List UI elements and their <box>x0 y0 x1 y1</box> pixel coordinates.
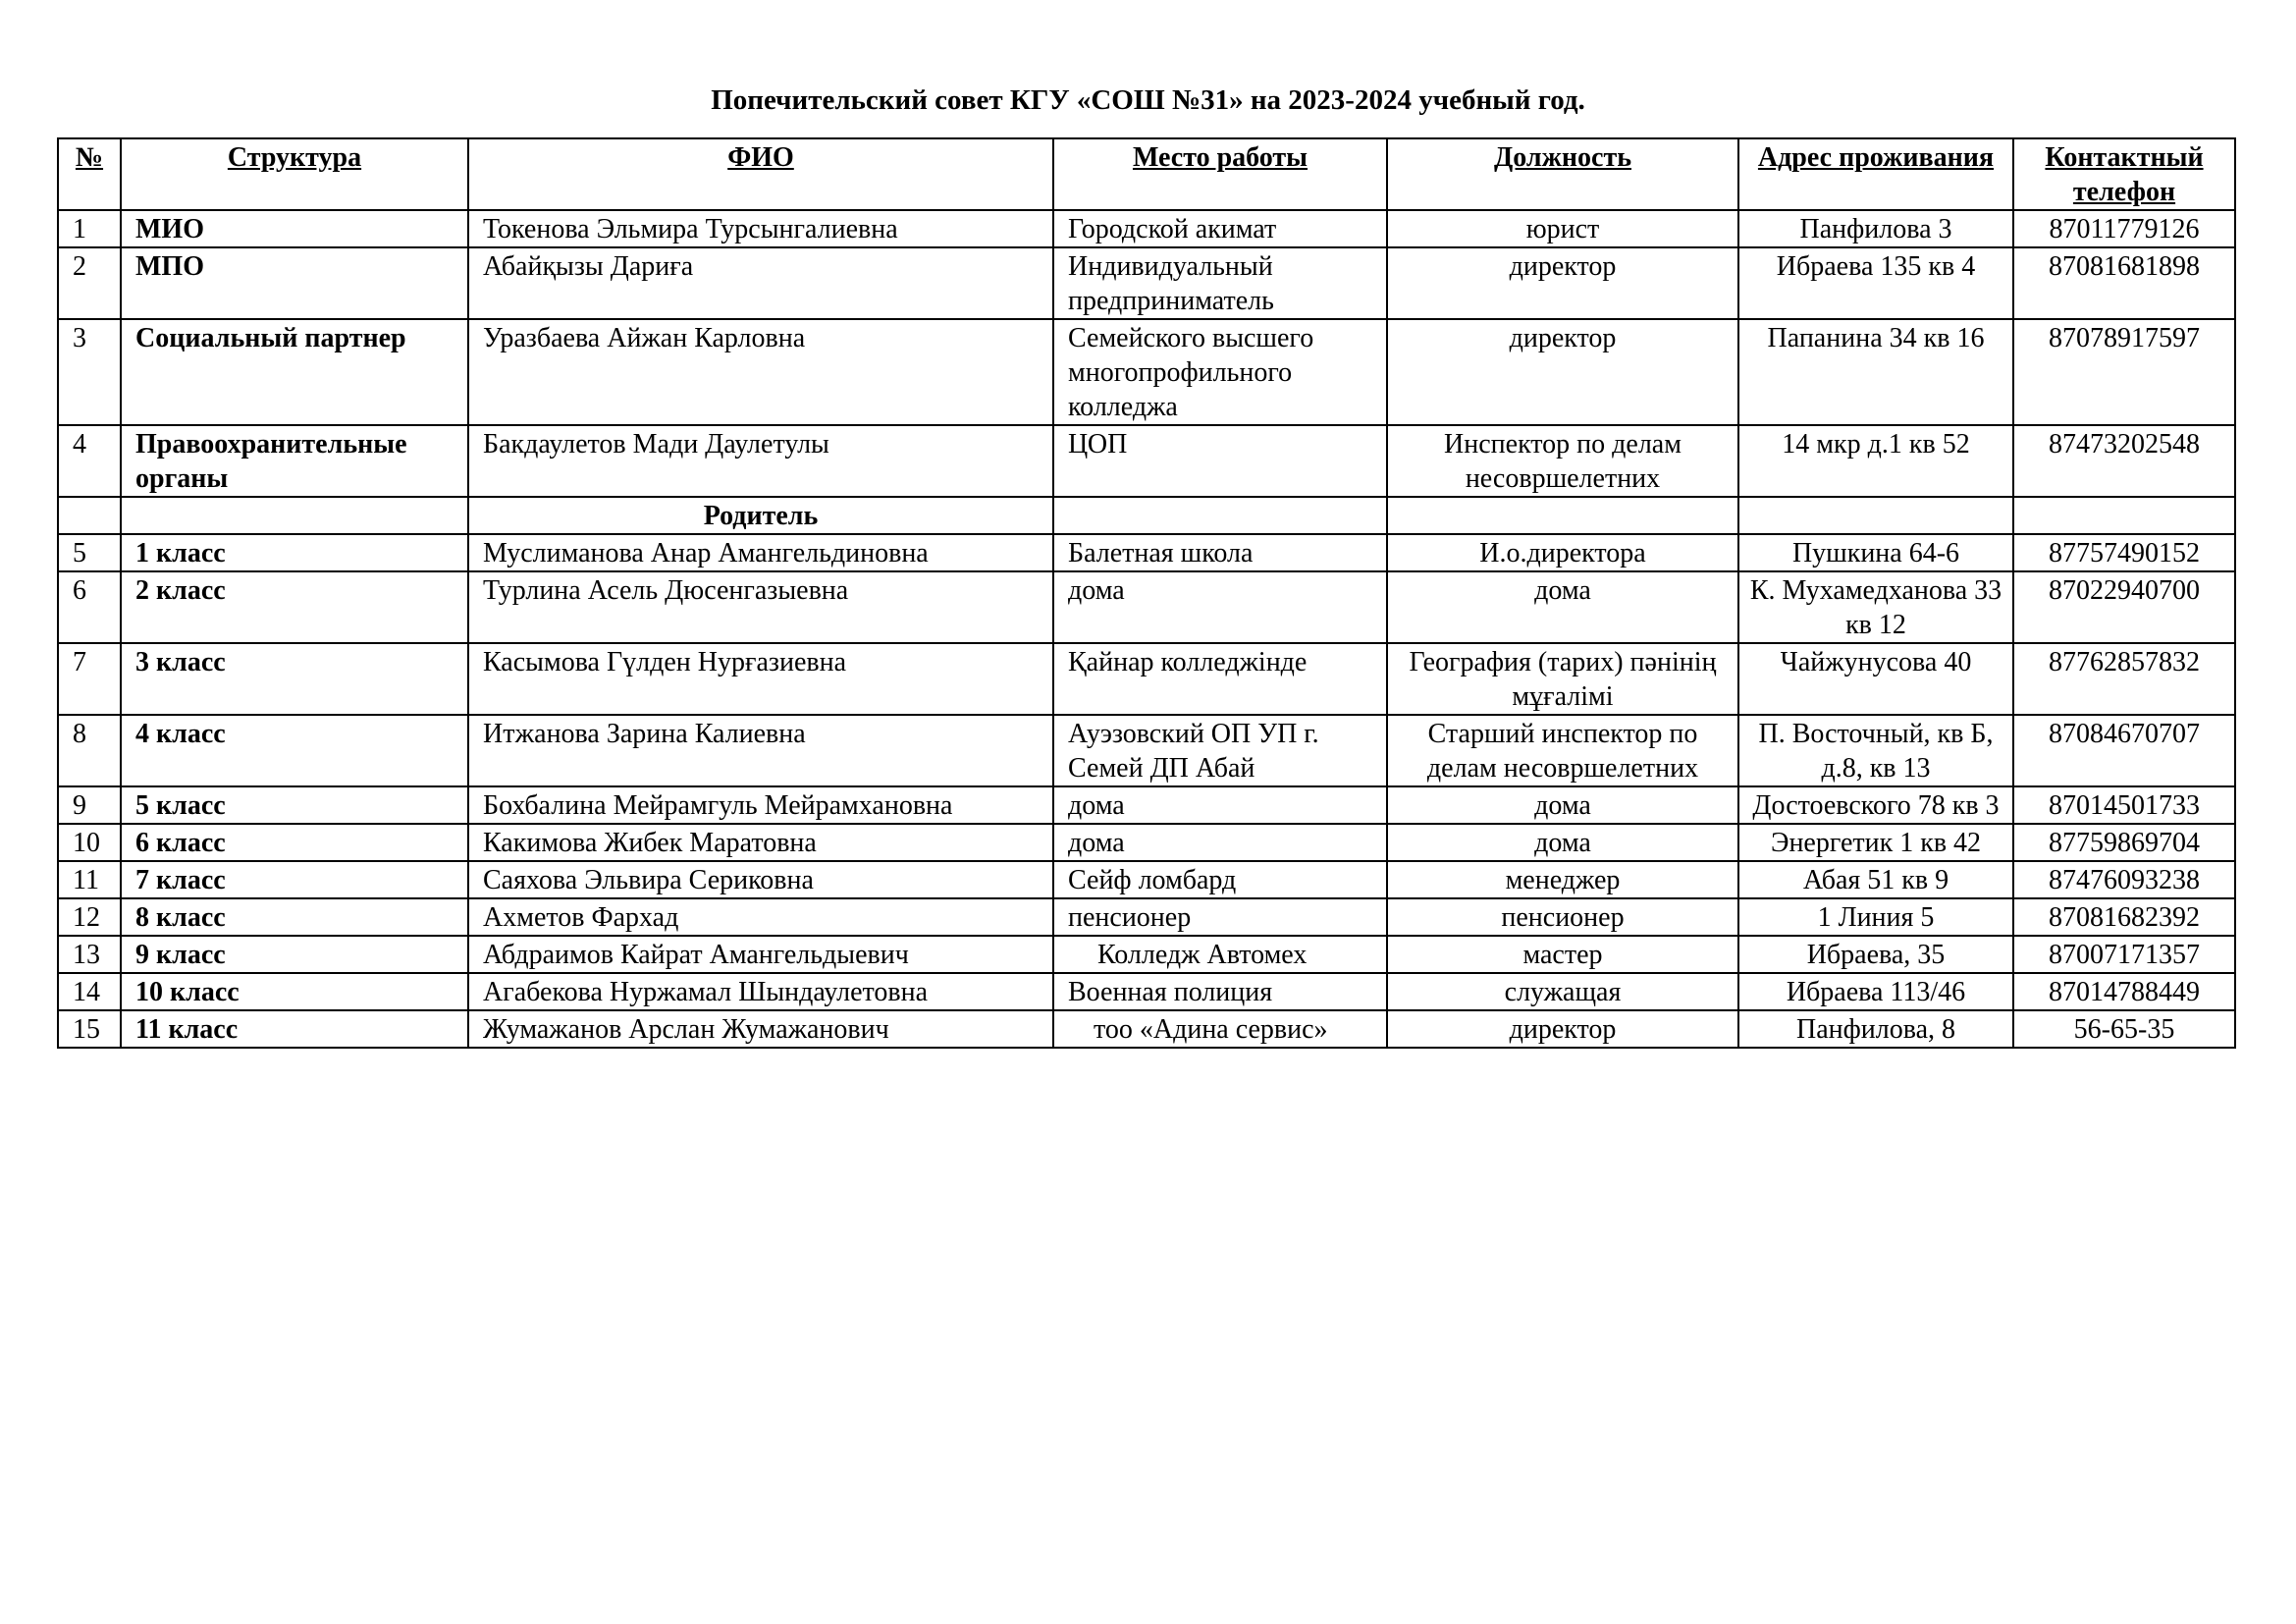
row-fio: Турлина Асель Дюсенгазыевна <box>468 571 1053 643</box>
row-position: Старший инспектор по делам несовршелетних <box>1387 715 1738 786</box>
row-phone: 87762857832 <box>2013 643 2235 715</box>
row-structure: 2 класс <box>121 571 468 643</box>
row-phone: 87473202548 <box>2013 425 2235 497</box>
row-fio: Абайқызы Дариға <box>468 247 1053 319</box>
row-address: Панфилова 3 <box>1738 210 2013 247</box>
row-structure: МИО <box>121 210 468 247</box>
row-fio: Саяхова Эльвира Сериковна <box>468 861 1053 898</box>
table-row <box>58 247 2235 319</box>
table-row <box>58 643 2235 715</box>
row-position: дома <box>1387 824 1738 861</box>
header-workplace: Место работы <box>1053 138 1387 210</box>
row-structure: Правоохранительные органы <box>121 425 468 497</box>
header-phone: Контактный телефон <box>2013 138 2235 210</box>
row-position: дома <box>1387 571 1738 643</box>
row-structure: 4 класс <box>121 715 468 786</box>
row-position: директор <box>1387 247 1738 319</box>
row-phone: 87757490152 <box>2013 534 2235 571</box>
row-structure: 9 класс <box>121 936 468 973</box>
row-number: 6 <box>58 571 121 643</box>
row-number: 11 <box>58 861 121 898</box>
row-fio: Жумажанов Арслан Жумажанович <box>468 1010 1053 1048</box>
row-position: директор <box>1387 319 1738 425</box>
row-number: 15 <box>58 1010 121 1048</box>
table-row <box>58 319 2235 425</box>
empty-cell <box>1738 497 2013 534</box>
row-number: 5 <box>58 534 121 571</box>
header-row <box>58 138 2235 210</box>
row-address: Ибраева 135 кв 4 <box>1738 247 2013 319</box>
row-workplace: Қайнар колледжінде <box>1053 643 1387 715</box>
row-number: 9 <box>58 786 121 824</box>
row-phone: 87078917597 <box>2013 319 2235 425</box>
row-address: Достоевского 78 кв 3 <box>1738 786 2013 824</box>
row-position: директор <box>1387 1010 1738 1048</box>
row-fio: Бакдаулетов Мади Даулетулы <box>468 425 1053 497</box>
row-structure: 7 класс <box>121 861 468 898</box>
row-structure: МПО <box>121 247 468 319</box>
row-phone: 87084670707 <box>2013 715 2235 786</box>
table-row <box>58 534 2235 571</box>
empty-cell <box>1053 497 1387 534</box>
row-workplace: ЦОП <box>1053 425 1387 497</box>
table-row <box>58 898 2235 936</box>
header-structure: Структура <box>121 138 468 210</box>
table-row <box>58 1010 2235 1048</box>
row-fio: Касымова Гүлден Нурғазиевна <box>468 643 1053 715</box>
row-position: И.о.директора <box>1387 534 1738 571</box>
row-fio: Агабекова Нуржамал Шындаулетовна <box>468 973 1053 1010</box>
table-row <box>58 786 2235 824</box>
row-position: юрист <box>1387 210 1738 247</box>
header-address: Адрес проживания <box>1738 138 2013 210</box>
empty-cell <box>1387 497 1738 534</box>
row-structure: Социальный партнер <box>121 319 468 425</box>
table-row <box>58 715 2235 786</box>
row-position: пенсионер <box>1387 898 1738 936</box>
row-address: Ибраева, 35 <box>1738 936 2013 973</box>
header-position: Должность <box>1387 138 1738 210</box>
row-structure: 5 класс <box>121 786 468 824</box>
row-phone: 87759869704 <box>2013 824 2235 861</box>
row-number: 3 <box>58 319 121 425</box>
row-phone: 87014501733 <box>2013 786 2235 824</box>
row-number: 7 <box>58 643 121 715</box>
row-number: 2 <box>58 247 121 319</box>
row-workplace: дома <box>1053 786 1387 824</box>
row-workplace: Военная полиция <box>1053 973 1387 1010</box>
row-fio: Уразбаева Айжан Карловна <box>468 319 1053 425</box>
row-workplace: Семейского высшего многопрофильного колледжа <box>1053 319 1387 425</box>
empty-cell <box>121 497 468 534</box>
row-structure: 10 класс <box>121 973 468 1010</box>
row-structure: 6 класс <box>121 824 468 861</box>
row-position: Инспектор по делам несовршелетних <box>1387 425 1738 497</box>
table-row <box>58 973 2235 1010</box>
group-label: Родитель <box>468 497 1053 534</box>
row-address: Энергетик 1 кв 42 <box>1738 824 2013 861</box>
row-phone: 56-65-35 <box>2013 1010 2235 1048</box>
row-fio: Итжанова Зарина Калиевна <box>468 715 1053 786</box>
document-title: Попечительский совет КГУ «СОШ №31» на 2023-2024 учебный год. <box>711 84 1585 116</box>
row-fio: Муслиманова Анар Амангельдиновна <box>468 534 1053 571</box>
row-workplace: дома <box>1053 824 1387 861</box>
row-position: мастер <box>1387 936 1738 973</box>
row-workplace: пенсионер <box>1053 898 1387 936</box>
row-number: 13 <box>58 936 121 973</box>
row-address: Абая 51 кв 9 <box>1738 861 2013 898</box>
row-fio: Ахметов Фархад <box>468 898 1053 936</box>
row-phone: 87022940700 <box>2013 571 2235 643</box>
row-structure: 1 класс <box>121 534 468 571</box>
row-workplace: Сейф ломбард <box>1053 861 1387 898</box>
row-number: 8 <box>58 715 121 786</box>
row-number: 12 <box>58 898 121 936</box>
board-table <box>57 137 2236 1049</box>
row-fio: Какимова Жибек Маратовна <box>468 824 1053 861</box>
table-row <box>58 571 2235 643</box>
group-row <box>58 497 2235 534</box>
row-address: 1 Линия 5 <box>1738 898 2013 936</box>
row-workplace: Индивидуальный предприниматель <box>1053 247 1387 319</box>
row-position: География (тарих) пәнінің мұғалімі <box>1387 643 1738 715</box>
row-fio: Абдраимов Кайрат Амангельдыевич <box>468 936 1053 973</box>
row-number: 14 <box>58 973 121 1010</box>
row-number: 1 <box>58 210 121 247</box>
row-phone: 87007171357 <box>2013 936 2235 973</box>
row-workplace: Колледж Автомех <box>1053 936 1387 973</box>
row-address: Чайжунусова 40 <box>1738 643 2013 715</box>
row-workplace: Городской акимат <box>1053 210 1387 247</box>
row-workplace: дома <box>1053 571 1387 643</box>
row-address: Панфилова, 8 <box>1738 1010 2013 1048</box>
row-workplace: Ауэзовский ОП УП г. Семей ДП Абай <box>1053 715 1387 786</box>
row-fio: Токенова Эльмира Турсынгалиевна <box>468 210 1053 247</box>
row-position: дома <box>1387 786 1738 824</box>
header-fio: ФИО <box>468 138 1053 210</box>
row-address: К. Мухамедханова 33 кв 12 <box>1738 571 2013 643</box>
row-phone: 87476093238 <box>2013 861 2235 898</box>
empty-cell <box>2013 497 2235 534</box>
row-phone: 87081681898 <box>2013 247 2235 319</box>
table-row <box>58 210 2235 247</box>
row-fio: Бохбалина Мейрамгуль Мейрамхановна <box>468 786 1053 824</box>
table-row <box>58 861 2235 898</box>
row-position: менеджер <box>1387 861 1738 898</box>
row-phone: 87011779126 <box>2013 210 2235 247</box>
table-body <box>58 210 2235 1048</box>
empty-cell <box>58 497 121 534</box>
row-workplace: Балетная школа <box>1053 534 1387 571</box>
table-row <box>58 824 2235 861</box>
row-number: 10 <box>58 824 121 861</box>
row-address: Папанина 34 кв 16 <box>1738 319 2013 425</box>
row-position: служащая <box>1387 973 1738 1010</box>
table-row <box>58 936 2235 973</box>
row-address: 14 мкр д.1 кв 52 <box>1738 425 2013 497</box>
row-address: П. Восточный, кв Б, д.8, кв 13 <box>1738 715 2013 786</box>
row-structure: 3 класс <box>121 643 468 715</box>
table-row <box>58 425 2235 497</box>
row-structure: 8 класс <box>121 898 468 936</box>
header-number: № <box>58 138 121 210</box>
row-address: Ибраева 113/46 <box>1738 973 2013 1010</box>
row-number: 4 <box>58 425 121 497</box>
row-phone: 87081682392 <box>2013 898 2235 936</box>
row-address: Пушкина 64-6 <box>1738 534 2013 571</box>
row-workplace: тоо «Адина сервис» <box>1053 1010 1387 1048</box>
row-phone: 87014788449 <box>2013 973 2235 1010</box>
row-structure: 11 класс <box>121 1010 468 1048</box>
